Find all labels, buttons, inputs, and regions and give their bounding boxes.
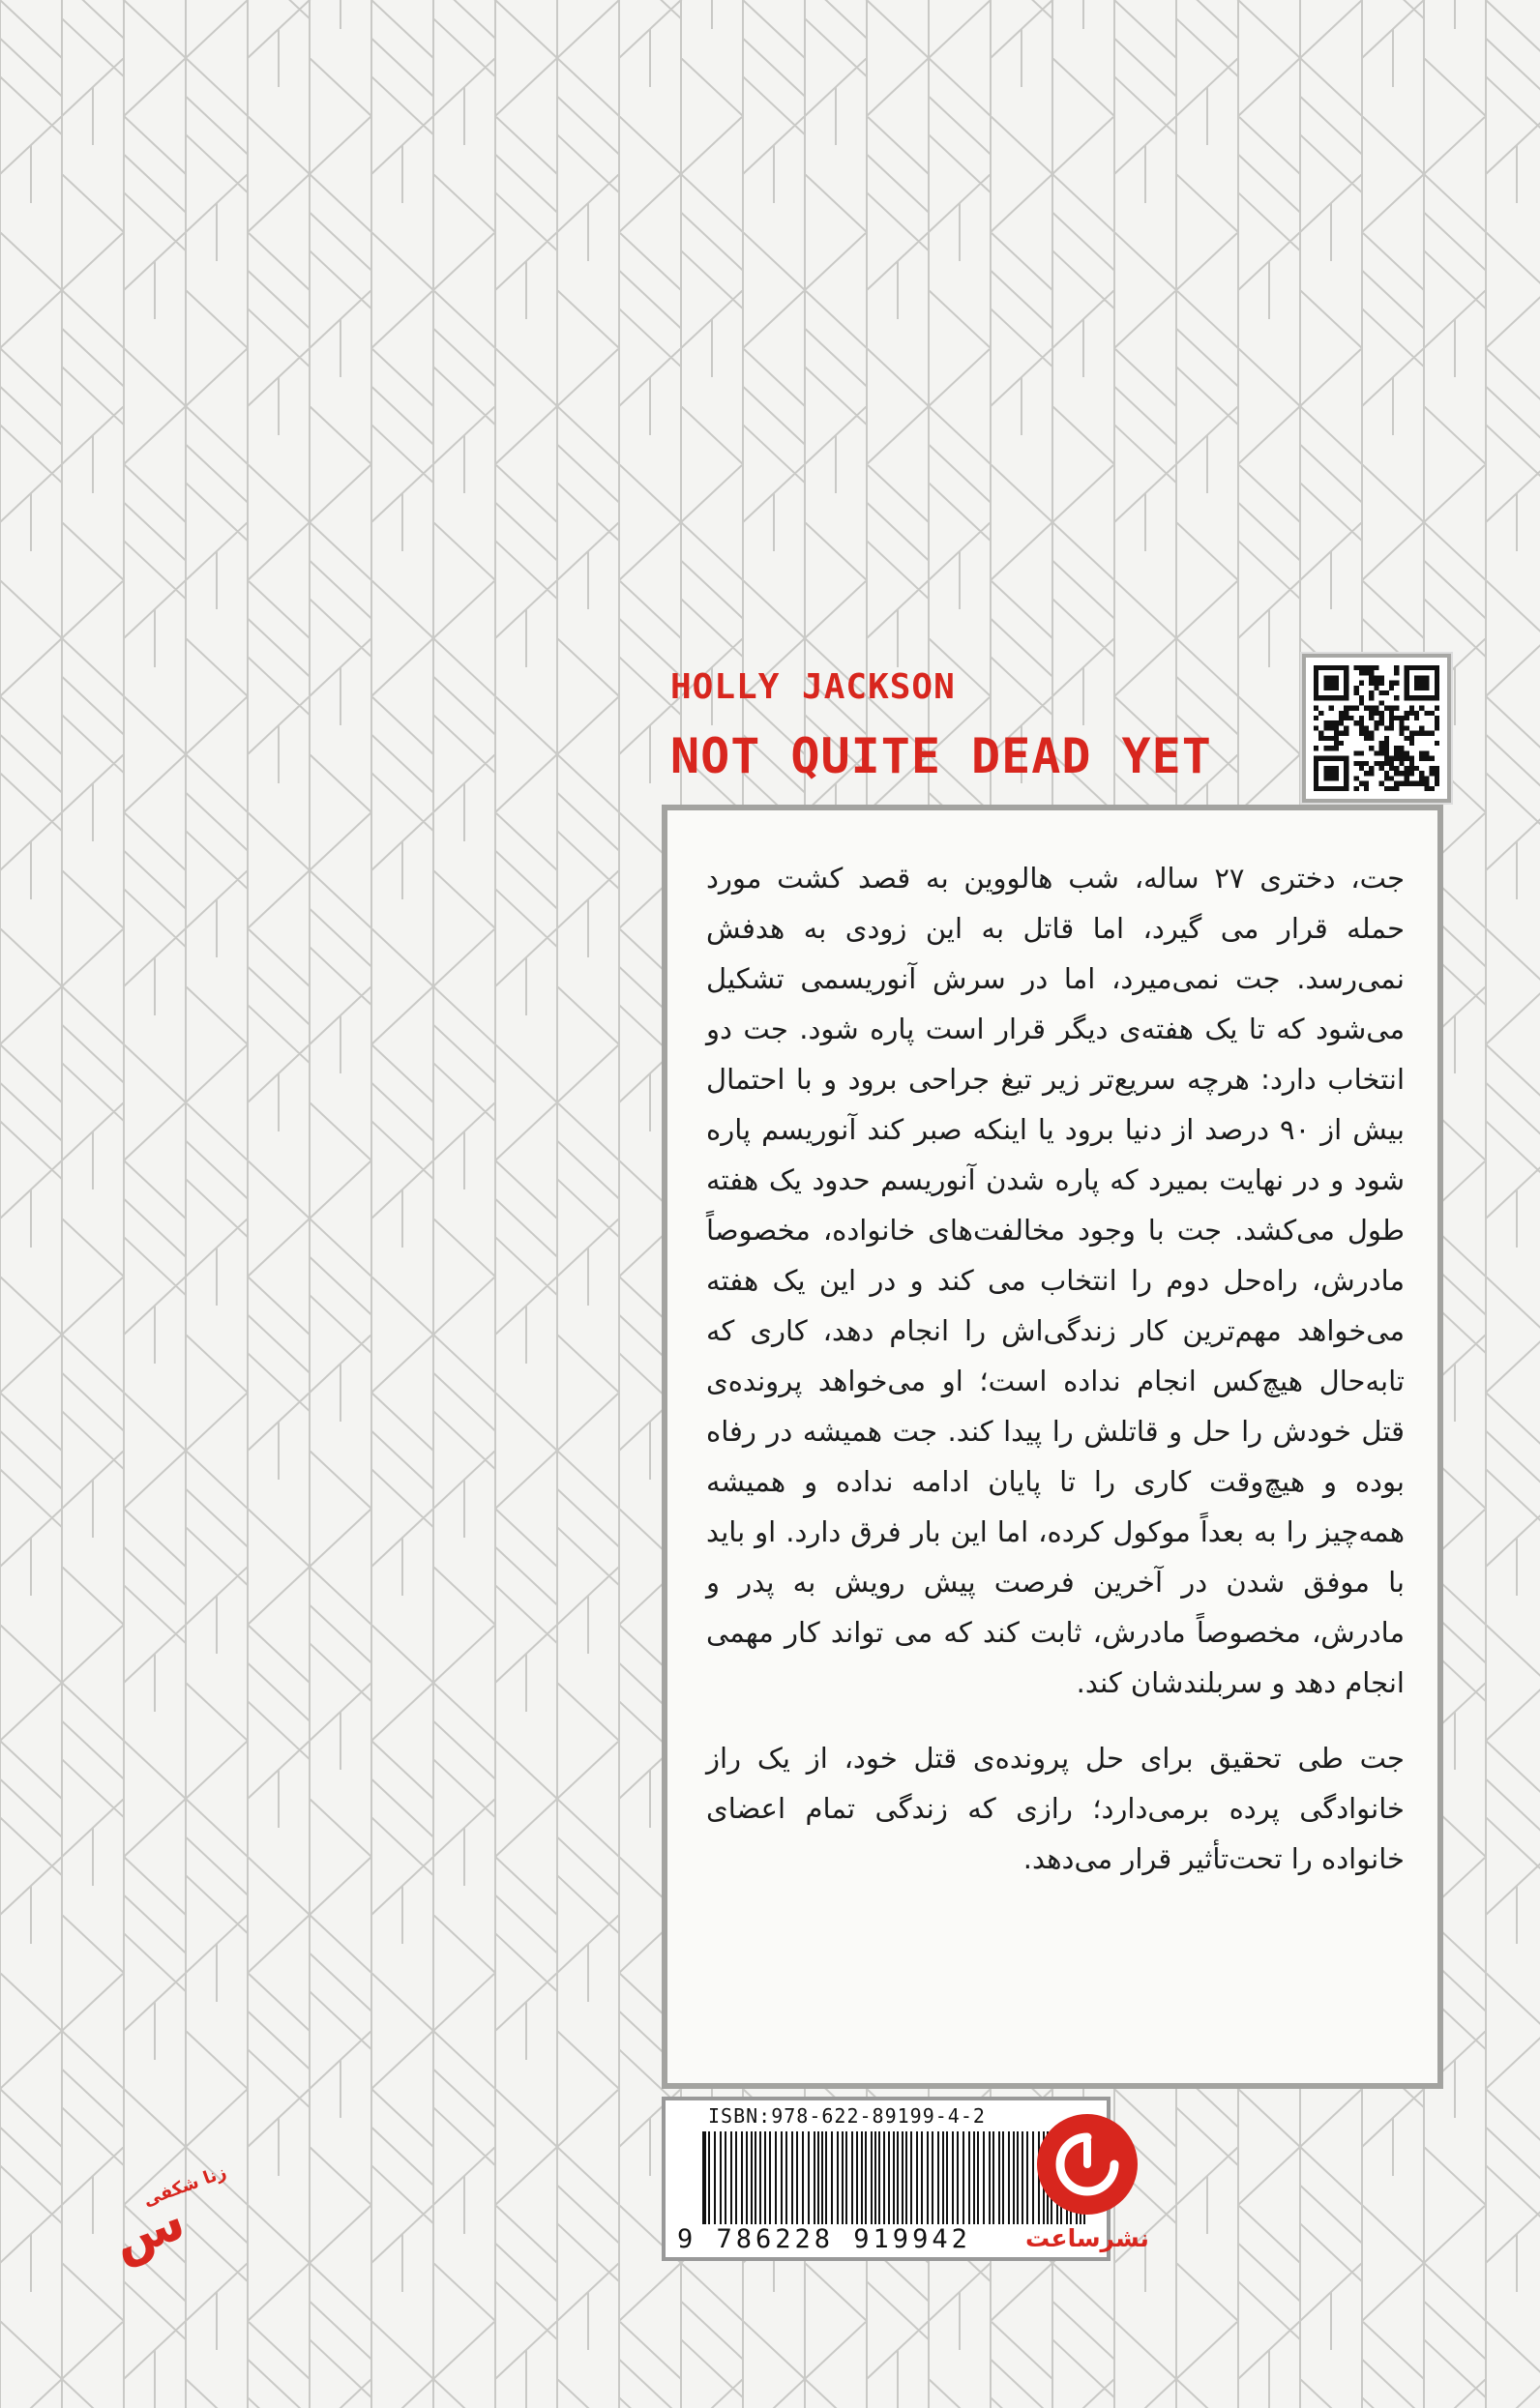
- qr-code-icon: [1302, 654, 1451, 803]
- barcode-bars: [702, 2131, 1089, 2226]
- barcode-digits: 9 786228 919942: [677, 2224, 971, 2254]
- synopsis-paragraph-2: جت طی تحقیق برای حل پرونده‌ی قتل خود، از یک راز خانوادگی پرده برمی‌دارد؛ رازی که زندگی تمام اعضای خانواده را تحت‌تأثیر قرار می‌دهد.: [706, 1742, 1405, 1875]
- publisher-name: نشرساعت: [1025, 2224, 1149, 2252]
- isbn-label: ISBN:978-622-89199-4-2: [708, 2104, 986, 2128]
- imprint-small-text: زنا شکفی: [140, 2161, 229, 2211]
- author-name: HOLLY JACKSON: [670, 667, 956, 707]
- book-title: NOT QUITE DEAD YET: [670, 728, 1212, 784]
- synopsis-paragraph-1: جت، دختری ۲۷ ساله، شب هالووین به قصد کشت مورد حمله قرار می گیرد، اما قاتل به این زودی به هدفش نمی‌رسد. جت نمی‌میرد، اما در سرش آنوریسمی تشکیل می‌شود که تا یک هفته‌ی دیگر قرار است پاره شود. جت دو انتخاب دارد: هرچه سریع‌تر زیر تیغ جراحی برود و با احتمال بیش از ۹۰ درصد از دنیا برود یا اینکه صبر کند آنوریسم پاره شود و در نهایت بمیرد که پاره شدن آنوریسم حدود یک هفته طول می‌کشد. جت با وجود مخالفت‌های خانواده، مخصوصاً مادرش، راه‌حل دوم را انتخاب می کند و در این یک هفته می‌خواهد مهم‌ترین کار زندگی‌اش را انجام دهد، کاری که تابه‌حال هیچ‌کس انجام نداده است؛ او می‌خواهد پرونده‌ی قتل خودش را حل و قاتلش را پیدا کند. جت همیشه در رفاه بوده و هیچ‌وقت کاری را تا پایان ادامه نداده و همیشه همه‌چیز را به بعداً موکول کرده، اما این بار فرق دارد. او باید با موفق شدن در آخرین فرصت پیش رویش به پدر و مادرش، مخصوصاً مادرش، ثابت کند که می تواند کار مهمی انجام دهد و سربلندشان کند.: [706, 862, 1406, 1699]
- imprint-mark: س: [104, 2189, 192, 2272]
- clock-icon: [1037, 2114, 1138, 2215]
- synopsis-box: [662, 805, 1443, 2089]
- book-title-block: [670, 667, 1212, 784]
